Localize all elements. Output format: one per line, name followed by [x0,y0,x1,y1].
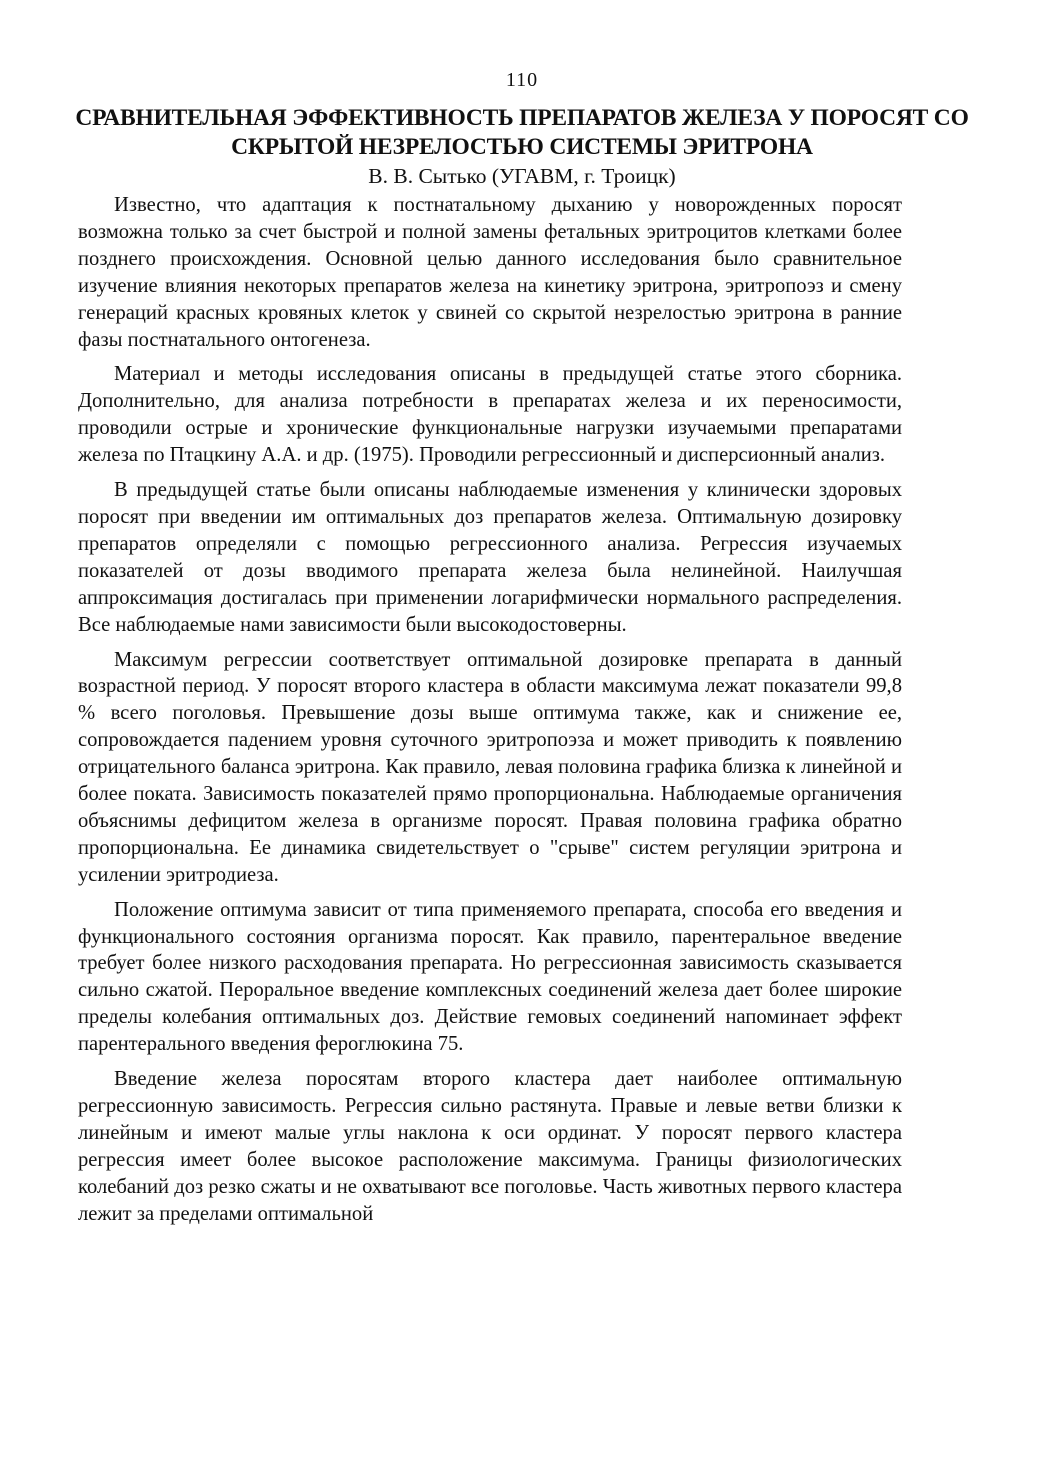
paragraph: Положение оптимума зависит от типа применяемого препарата, способа его введения и функционального состояния организма поросят. Как правило, парентеральное введение требует более низкого расходования препарата. Но регрессионная зависимость сказывается сильно сжатой. Пероральное введение комплексных соединений железа дает более широкие пределы колебания оптимальных доз. Действие гемовых соединений напоминает эффект парентерального введения фероглюкина 75. [78,898,902,1056]
paragraph: Максимум регрессии соответствует оптимальной дозировке препарата в данный возрастной период. У поросят второго кластера в области максимума лежат показатели 99,8 % всего поголовья. Превышение дозы выше оптимума также, как и снижение ее, сопровождается падением уровня суточного эритропоэза и может приводить к появлению отрицательного баланса эритрона. Как правило, левая половина графика близка к линейной и более поката. Зависимость показателей прямо пропорциональна. Наблюдаемые органичения объяснимы дефицитом железа в организме поросят. Правая половина графика обратно пропорциональна. Ее динамика свидетельствует о "срыве" систем регуляции эритрона и усилении эритродиеза. [78,648,902,886]
article-author: В. В. Сытько (УГАВМ, г. Троицк) [368,164,676,188]
paragraph: Известно, что адаптация к постнатальному дыханию у новорожденных поросят возможна только за счет быстрой и полной замены фетальных эритроцитов клетками более позднего происхождения. Основной целью данного исследования было сравнительное изучение влияния некоторых препаратов железа на кинетику эритрона, эритропоэз и смену генераций красных кровяных клеток у свиней со скрытой незрелостью эритрона в ранние фазы постнатального онтогенеза. [78,194,902,351]
paragraph: Материал и методы исследования описаны в предыдущей статье этого сборника. Дополнительно, для анализа потребности в препаратах железа и их переносимости, проводили острые и хронические функциональные нагрузки изучаемыми препаратами железа по Птацкину А.А. и др. (1975). Проводили регрессионный и дисперсионный анализ. [78,363,902,467]
page-number: 110 [505,69,539,91]
paragraph: Введение железа поросятам второго кластера дает наиболее оптимальную регрессионную зависимость. Регрессия сильно растянута. Правые и левые ветви близки к линейным и имеют малые углы наклона к оси ординат. У поросят первого кластера регрессия имеет более высокое расположение максимума. Границы физиологических колебаний доз резко сжаты и не охватывают все поголовье. Часть животных первого кластера лежит за пределами оптимальной [78,1068,902,1225]
article-title: СРАВНИТЕЛЬНАЯ ЭФФЕКТИВНОСТЬ ПРЕПАРАТОВ ЖЕЛЕЗА У ПОРОСЯТ СО СКРЫТОЙ НЕЗРЕЛОСТЬЮ СИСТЕМЫ ЭРИТРОНА [75,105,969,160]
article-body [78,192,902,1236]
paragraph: В предыдущей статье были описаны наблюдаемые изменения у клинически здоровых поросят при введении им оптимальных доз препаратов железа. Оптимальную дозировку препаратов определяли с помощью регрессионного анализа. Регрессия изучаемых показателей от дозы вводимого препарата железа была нелинейной. Наилучшая аппроксимация достигалась при применении логарифмически нормального распределения. Все наблюдаемые нами зависимости были высокодостоверны. [78,479,902,636]
